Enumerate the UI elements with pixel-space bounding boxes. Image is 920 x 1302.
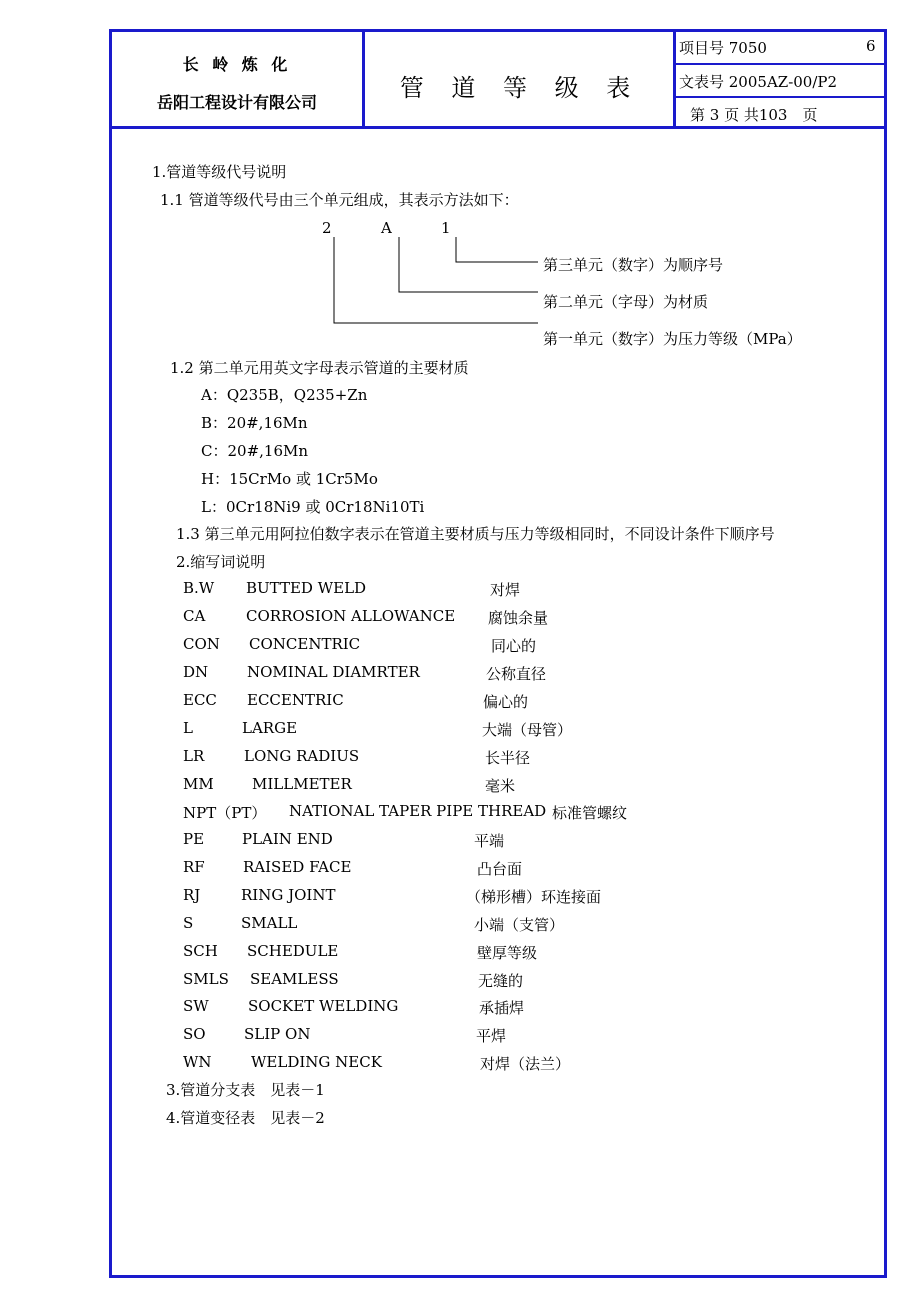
section1-heading: 1.管道等级代号说明 [152, 163, 287, 181]
abbr-code: MM [183, 775, 214, 793]
abbr-code: SCH [183, 942, 218, 960]
abbr-full-name: CONCENTRIC [249, 635, 361, 653]
abbr-chinese-meaning: 平焊 [476, 1027, 507, 1045]
abbr-chinese-meaning: 公称直径 [486, 665, 547, 683]
abbr-chinese-meaning: 对焊（法兰） [480, 1055, 571, 1073]
abbr-code: S [183, 914, 194, 932]
section1-sub3: 1.3 第三单元用阿拉伯数字表示在管道主要材质与压力等级相同时，不同设计条件下顺序号 [176, 525, 775, 543]
abbr-full-name: SMALL [241, 914, 298, 932]
abbr-code: WN [183, 1053, 212, 1071]
abbr-code: L [183, 719, 193, 737]
section1-sub1: 1.1 管道等级代号由三个单元组成，其表示方法如下： [160, 191, 519, 209]
abbr-full-name: RING JOINT [241, 886, 336, 904]
abbr-chinese-meaning: 平端 [474, 832, 505, 850]
abbr-code: NPT（PT） [183, 804, 267, 822]
abbr-full-name: SOCKET WELDING [248, 997, 399, 1015]
company-name-short: 长 岭 炼 化 [182, 55, 292, 74]
abbr-full-name: NOMINAL DIAMRTER [247, 663, 420, 681]
abbr-code: B.W [183, 579, 215, 597]
abbr-full-name: NATIONAL TAPER PIPE THREAD [289, 802, 547, 820]
project-suffix: 6 [866, 37, 876, 55]
material-item: C：20#,16Mn [201, 442, 309, 460]
document-title: 管 道 等 级 表 [399, 74, 641, 102]
abbr-code: SW [183, 997, 209, 1015]
abbr-full-name: LARGE [242, 719, 298, 737]
material-item: B：20#,16Mn [201, 414, 308, 432]
abbr-full-name: SLIP ON [244, 1025, 311, 1043]
section4-text: 4.管道变径表 见表－2 [166, 1109, 325, 1127]
abbr-full-name: SEAMLESS [250, 970, 339, 988]
abbr-code: CA [183, 607, 206, 625]
section2-heading: 2.缩写词说明 [176, 553, 266, 571]
abbr-chinese-meaning: 无缝的 [478, 972, 524, 990]
abbr-full-name: RAISED FACE [243, 858, 352, 876]
abbr-full-name: WELDING NECK [251, 1053, 382, 1071]
project-number: 项目号 7050 [679, 39, 767, 57]
unit1-label: 第一单元（数字）为压力等级（MPa） [543, 330, 802, 348]
abbr-full-name: ECCENTRIC [247, 691, 344, 709]
document-number: 文表号 2005AZ-00/P2 [679, 73, 838, 91]
abbr-chinese-meaning: （梯形槽）环连接面 [466, 888, 602, 906]
abbr-full-name: PLAIN END [242, 830, 333, 848]
material-item: L：0Cr18Ni9 或 0Cr18Ni10Ti [201, 498, 425, 516]
code-char-1: 2 [322, 219, 332, 237]
abbr-full-name: SCHEDULE [247, 942, 339, 960]
company-name-full: 岳阳工程设计有限公司 [156, 93, 317, 112]
section3-text: 3.管道分支表 见表－1 [166, 1081, 325, 1099]
abbr-code: RJ [183, 886, 201, 904]
abbr-chinese-meaning: 同心的 [491, 637, 537, 655]
abbr-chinese-meaning: 对焊 [490, 581, 521, 599]
material-item: H：15CrMo 或 1Cr5Mo [201, 470, 378, 488]
abbr-code: SMLS [183, 970, 229, 988]
abbr-full-name: MILLMETER [252, 775, 352, 793]
abbr-full-name: BUTTED WELD [246, 579, 367, 597]
abbr-code: LR [183, 747, 205, 765]
abbr-chinese-meaning: 壁厚等级 [477, 944, 538, 962]
abbr-chinese-meaning: 长半径 [485, 749, 531, 767]
abbr-code: RF [183, 858, 205, 876]
abbr-chinese-meaning: 偏心的 [483, 693, 529, 711]
code-char-2: A [381, 219, 392, 237]
abbr-chinese-meaning: 腐蚀余量 [488, 609, 549, 627]
abbr-chinese-meaning: 凸台面 [477, 860, 523, 878]
abbr-chinese-meaning: 标准管螺纹 [552, 804, 628, 822]
abbr-full-name: LONG RADIUS [244, 747, 360, 765]
section1-sub2: 1.2 第二单元用英文字母表示管道的主要材质 [170, 359, 469, 377]
abbr-code: ECC [183, 691, 217, 709]
abbr-chinese-meaning: 毫米 [485, 777, 516, 795]
abbr-chinese-meaning: 大端（母管） [482, 721, 573, 739]
abbr-chinese-meaning: 小端（支管） [474, 916, 565, 934]
material-item: A：Q235B，Q235+Zn [201, 386, 368, 404]
abbr-code: PE [183, 830, 205, 848]
unit3-label: 第三单元（数字）为顺序号 [543, 256, 724, 274]
abbr-code: CON [183, 635, 220, 653]
abbr-chinese-meaning: 承插焊 [479, 999, 525, 1017]
abbr-code: DN [183, 663, 209, 681]
unit2-label: 第二单元（字母）为材质 [543, 293, 709, 311]
abbr-code: SO [183, 1025, 206, 1043]
code-char-3: 1 [441, 219, 451, 237]
page-info: 第 3 页 共103 页 [690, 106, 818, 124]
abbr-full-name: CORROSION ALLOWANCE [246, 607, 456, 625]
